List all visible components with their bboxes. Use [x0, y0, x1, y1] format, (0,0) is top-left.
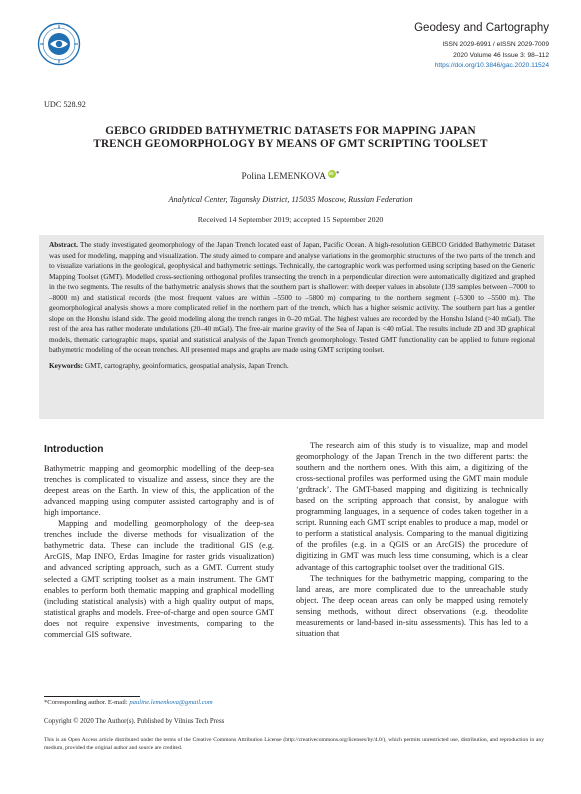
- keywords-label: Keywords:: [49, 360, 84, 370]
- paragraph: The techniques for the bathymetric mapping, comparing to the land areas, are more complicated due to the unreachable study object. The deep ocean areas can only be mapped using remotely sensing methods, without direct observations (e.g. theodolite measurements or land-based in-situ assessments). This has led to a situation that: [296, 573, 528, 638]
- column-right: [296, 440, 528, 639]
- column-left: [44, 440, 274, 640]
- author-line: [0, 170, 581, 182]
- section-heading-introduction: Introduction: [44, 444, 104, 455]
- keywords-text: GMT, cartography, geoinformatics, geospatial analysis, Japan Trench.: [84, 360, 289, 370]
- paragraph: Mapping and modelling geomorphology of the deep-sea trenches include the diverse methods for visualization of the bathymetric data. These can include the traditional GIS (e.g. ArcGIS, Map INFO, Erdas Imagine for raster grids visualization) and advanced scripting approach, such as a GMT. Current study selected a GMT scripting toolset as a main instrument. The GMT enables to perform both thematic mapping and graphical modelling (including statistical analysis) with a high quality output of maps, statistical graphs and models. Free-of-charge and open source GMT does not require expensive investments, comparing to the commercial GIS software.: [44, 519, 274, 639]
- received-dates: Received 14 September 2019; accepted 15 September 2020: [197, 215, 384, 224]
- abstract-box: [39, 235, 544, 419]
- author-affiliation: Analytical Center, Tagansky District, 115035 Moscow, Russian Federation: [168, 195, 413, 204]
- license-notice: This is an Open Access article distributed under the terms of the Creative Commons Attribution License (http://creativecommons.org/licenses/by/4.0/), which permits unrestricted use, distribution, and reproduction in any medium, provided the original author and source are credited.: [44, 737, 544, 751]
- article-title: [44, 125, 537, 151]
- author-email-link[interactable]: pauline.lemenkova@gmail.com: [129, 699, 213, 706]
- title-line-2: TRENCH GEOMORPHOLOGY BY MEANS OF GMT SCRIPTING TOOLSET: [93, 138, 488, 151]
- author-name: Polina LEMENKOVA: [241, 172, 326, 182]
- paragraph: Bathymetric mapping and geomorphic modelling of the deep-sea trenches is complicated to visualize and assess, since they are the deepest areas on the Earth. In view of this, the application of the advanced mapping using computer assisted cartography and is of high importance.: [44, 464, 274, 518]
- journal-issn: ISSN 2029-6991 / eISSN 2029-7009: [442, 41, 549, 48]
- abstract: [49, 240, 535, 356]
- title-line-1: GEBCO GRIDDED BATHYMETRIC DATASETS FOR MAPPING JAPAN: [105, 125, 476, 137]
- journal-doi-link[interactable]: https://doi.org/10.3846/gac.2020.11524: [434, 62, 549, 69]
- abstract-text: The study investigated geomorphology of the Japan Trench located east of Japan, Pacific Ocean. A high-resolution GEBCO Gridded Bathymetric Dataset was used for modeling, mapping and visualization. The study aimed to compare and analyse variations in the geomorphic structures of the two parts of the trench and to visualize variations in the geological, geophysical and bathymetric settings. Technically, the cartographic work was performed using scripting based on the Generic Mapping Toolset (GMT). Modelled cross-sectioning orthogonal profiles transecting the trench in a perpendicular direction were automatically digitized and graphed in the two segments. The results of the bathymetric analysis shows that the southern part is shallower: with deeper values in absolute (139 samples between –7000 to –8000 m) and statistical records (the most frequent values are within –5500 to –5800 m) comparing to the northern segment (–5300 to –5500 m). The geomorphological analysis shows a more complicated relief in the northern part of the trench, which has a higher seismic activity. The southern part has a gentler slope on the Honshu island side. The geoid modeling along the trench ranges in 0–20 mGal. The highest values are recorded by the Honshu Island (>40 mGal). The rest of the area has rather moderate undulations (20–40 mGal). The free-air marine gravity of the Sea of Japan is <40 mGal. The results include 2D and 3D graphical models, thematic cartographic maps, spatial and statistical analysis of the Japan Trench geomorphology. Tested GMT functionality can be applied to future regional bathymetric modeling of the ocean trenches. All presented maps and graphs are made using GMT scripting toolset.: [49, 240, 535, 354]
- footnote-label: *Corresponding author. E-mail:: [44, 699, 128, 706]
- footnote-divider: [44, 696, 140, 697]
- corresponding-mark: *: [335, 170, 340, 178]
- journal-volume: 2020 Volume 46 Issue 3: 98–112: [453, 51, 549, 59]
- journal-header: [414, 22, 549, 72]
- paragraph: The research aim of this study is to visualize, map and model geomorphology of the Japan Trench in the two different parts: the southern and the northern ones. With this aim, a digitizing of the cross-sectional profiles was performed using the GMT main module ‘grdtrack’. The GMT-based mapping and digitizing is technically based on the scripting approach that consist, by analogue with programming languages, in a sequence of codes taken together in a script. Running each GMT script enables to produce a map, model or to perform a statistical analysis. Comparing to the manual digitizing of the profiles (e.g. in a QGIS or an ArcGIS) the procedure of digitizing in GMT was much less time consuming, which is a clear advantage of this cartographic toolset over the traditional GIS.: [296, 441, 528, 572]
- journal-seal-icon: [37, 22, 81, 66]
- udc-code: UDC 528.92: [44, 100, 86, 109]
- copyright-notice: Copyright © 2020 The Author(s). Published by Vilnius Tech Press: [44, 718, 225, 725]
- journal-name: Geodesy and Cartography: [414, 22, 549, 34]
- corresponding-author-footnote: [44, 699, 213, 706]
- orcid-icon[interactable]: [328, 170, 336, 178]
- abstract-label: Abstract.: [49, 240, 78, 249]
- keywords: [49, 361, 535, 372]
